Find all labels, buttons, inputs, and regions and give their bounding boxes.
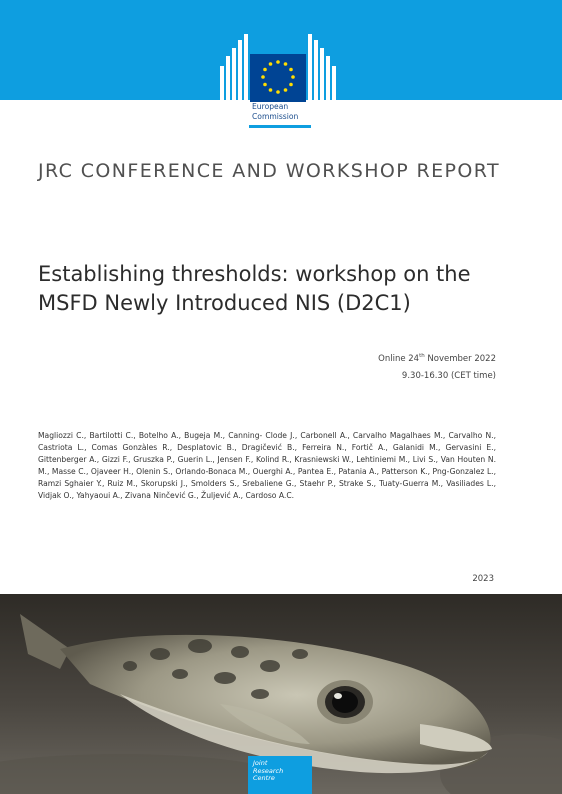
jrc-logo-line-2: Research	[253, 766, 284, 775]
title-line-1: Establishing thresholds: workshop on the	[38, 262, 471, 286]
title-line-2: MSFD Newly Introduced NIS (D2C1)	[38, 291, 411, 315]
wordmark-line-2: Commission	[252, 112, 299, 121]
commission-wordmark	[252, 102, 298, 122]
jrc-logo	[248, 756, 312, 794]
author-list: Magliozzi C., Bartilotti C., Botelho A., Bugeja M., Canning- Clode J., Carbonell A., Carvalho Magalhaes M., Carvalho N., Castriota L., Comas Gonzàles R., Desplatovic B., Dragičević B., Ferreira N., Fortič A., Galanidi M., Gervasini E., Gittenberger A., Gizzi F., Gruszka P., Guerin L., Jensen F., Kolind R., Krasniewski W., Lehtiniemi M., Livi S., Van Houten N. M., Masse C., Ojaveer H., Olenin S., Orlando-Bonaca M., Ouerghi A., Pantea E., Patania A., Patterson K., Png-Gonzalez L., Ramzi Sghaier Y., Ruiz M., Skorupski J., Smolders S., Srebaliene G., Staehr P., Strake S., Tuaty-Guerra M., Vasiliades L., Vidjak O., Yahyaoui A., Zivana Ninčević G., Žuljević A., Cardoso A.C.	[38, 431, 496, 500]
wordmark-line-1: European	[252, 102, 289, 111]
event-date: Online 24th November 2022	[378, 353, 496, 364]
publication-year: 2023	[472, 574, 494, 584]
event-info	[378, 348, 496, 385]
report-title	[38, 260, 528, 318]
series-title: JRC CONFERENCE AND WORKSHOP REPORT	[38, 160, 500, 182]
wordmark-underline	[249, 125, 311, 128]
event-time: 9.30-16.30 (CET time)	[401, 370, 496, 381]
jrc-logo-line-1: Joint	[253, 759, 268, 767]
jrc-logo-line-3: Centre	[253, 774, 275, 782]
